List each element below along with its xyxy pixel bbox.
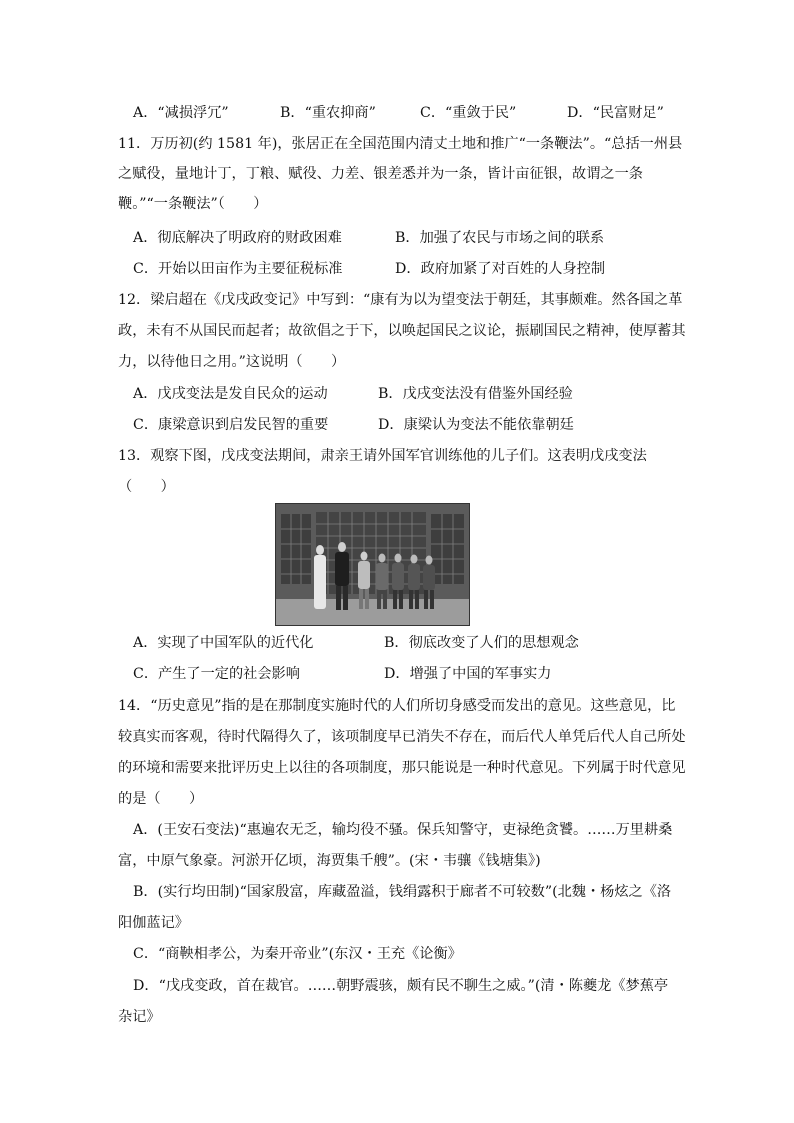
q13-option-c[interactable]: C．产生了一定的社会影响 — [133, 666, 300, 682]
q11-stem-line-1: 11．万历初(约 1581 年)，张居正在全国范围内清丈土地和推广“一条鞭法”。“总括一州县 — [118, 136, 683, 152]
q13-option-d[interactable]: D．增强了中国的军事实力 — [384, 666, 552, 682]
q14-option-d-line-2[interactable]: 杂记》 — [118, 1009, 161, 1025]
q12-option-d[interactable]: D．康梁认为变法不能依靠朝廷 — [378, 417, 574, 433]
q11-stem-line-3: 鞭。”“一条鞭法”（ ） — [118, 196, 268, 212]
q13-stem-line-2: （ ） — [118, 479, 175, 495]
q11-stem-line-2: 之赋役，量地计丁，丁粮、赋役、力差、银差悉并为一条，皆计亩征银，故谓之一条 — [118, 166, 643, 182]
q14-stem-line-1: 14．“历史意见”指的是在那制度实施时代的人们所切身感受而发出的意见。这些意见，比 — [118, 698, 676, 714]
q12-stem-line-3: 力，以待他日之用。”这说明（ ） — [118, 354, 346, 370]
q14-stem-line-4: 的是（ ） — [118, 791, 204, 807]
q14-option-b-line-1[interactable]: B．(实行均田制)“国家殷富，库藏盈溢，钱绢露积于廊者不可较数”(北魏・杨炫之《洛 — [133, 884, 672, 900]
q12-stem-line-1: 12．梁启超在《戊戌政变记》中写到：“康有为以为望变法于朝廷，其事颇难。然各国之革 — [118, 292, 683, 308]
q14-option-c[interactable]: C．“商鞅相孝公，为秦开帝业”(东汉・王充《论衡》 — [133, 946, 462, 962]
q12-option-c[interactable]: C．康梁意识到启发民智的重要 — [133, 417, 329, 433]
q11-option-b[interactable]: B．加强了农民与市场之间的联系 — [395, 230, 605, 246]
q10-option-b[interactable]: B．“重农抑商” — [280, 105, 376, 121]
q14-option-a-line-1[interactable]: A．(王安石变法)“惠遍农无乏，输均役不骚。保兵知警守，吏禄绝贪饕。……万里耕桑 — [133, 822, 673, 838]
q14-stem-line-2: 较真实而客观，待时代隔得久了，该项制度早已消失不存在，而后代人单凭后代人自己所处 — [118, 729, 686, 745]
q14-stem-line-3: 的环境和需要来批评历史上以往的各项制度，那只能说是一种时代意见。下列属于时代意见 — [118, 760, 686, 776]
q12-stem-line-2: 政，未有不从国民而起者；故欲倡之于下，以唤起国民之议论，振刷国民之精神，使厚蓄其 — [118, 323, 686, 339]
q11-option-d[interactable]: D．政府加紧了对百姓的人身控制 — [395, 261, 606, 277]
historical-photo — [275, 503, 470, 626]
q10-option-c[interactable]: C．“重敛于民” — [420, 105, 517, 121]
q13-option-a[interactable]: A．实现了中国军队的近代化 — [133, 635, 314, 651]
q12-option-a[interactable]: A．戊戌变法是发自民众的运动 — [133, 386, 328, 402]
q14-option-d-line-1[interactable]: D．“戊戌变政，首在裁官。……朝野震骇，颇有民不聊生之威。”(清・陈夔龙《梦蕉亭 — [133, 978, 669, 994]
q14-option-b-line-2[interactable]: 阳伽蓝记》 — [118, 915, 189, 931]
q13-option-b[interactable]: B．彻底改变了人们的思想观念 — [384, 635, 579, 651]
q11-option-a[interactable]: A．彻底解决了明政府的财政困难 — [133, 230, 342, 246]
q11-option-c[interactable]: C．开始以田亩作为主要征税标准 — [133, 261, 343, 277]
q12-option-b[interactable]: B．戊戌变法没有借鉴外国经验 — [378, 386, 573, 402]
q10-option-d[interactable]: D．“民富财足” — [567, 105, 664, 121]
q10-option-a[interactable]: A．“减损浮冗” — [133, 105, 229, 121]
q13-stem-line-1: 13．观察下图，戊戌变法期间，肃亲王请外国军官训练他的儿子们。这表明戊戌变法 — [118, 448, 647, 464]
q14-option-a-line-2[interactable]: 富，中原气象豪。河淤开亿顷，海贾集千艘”。(宋・韦骧《钱塘集》) — [118, 853, 541, 869]
